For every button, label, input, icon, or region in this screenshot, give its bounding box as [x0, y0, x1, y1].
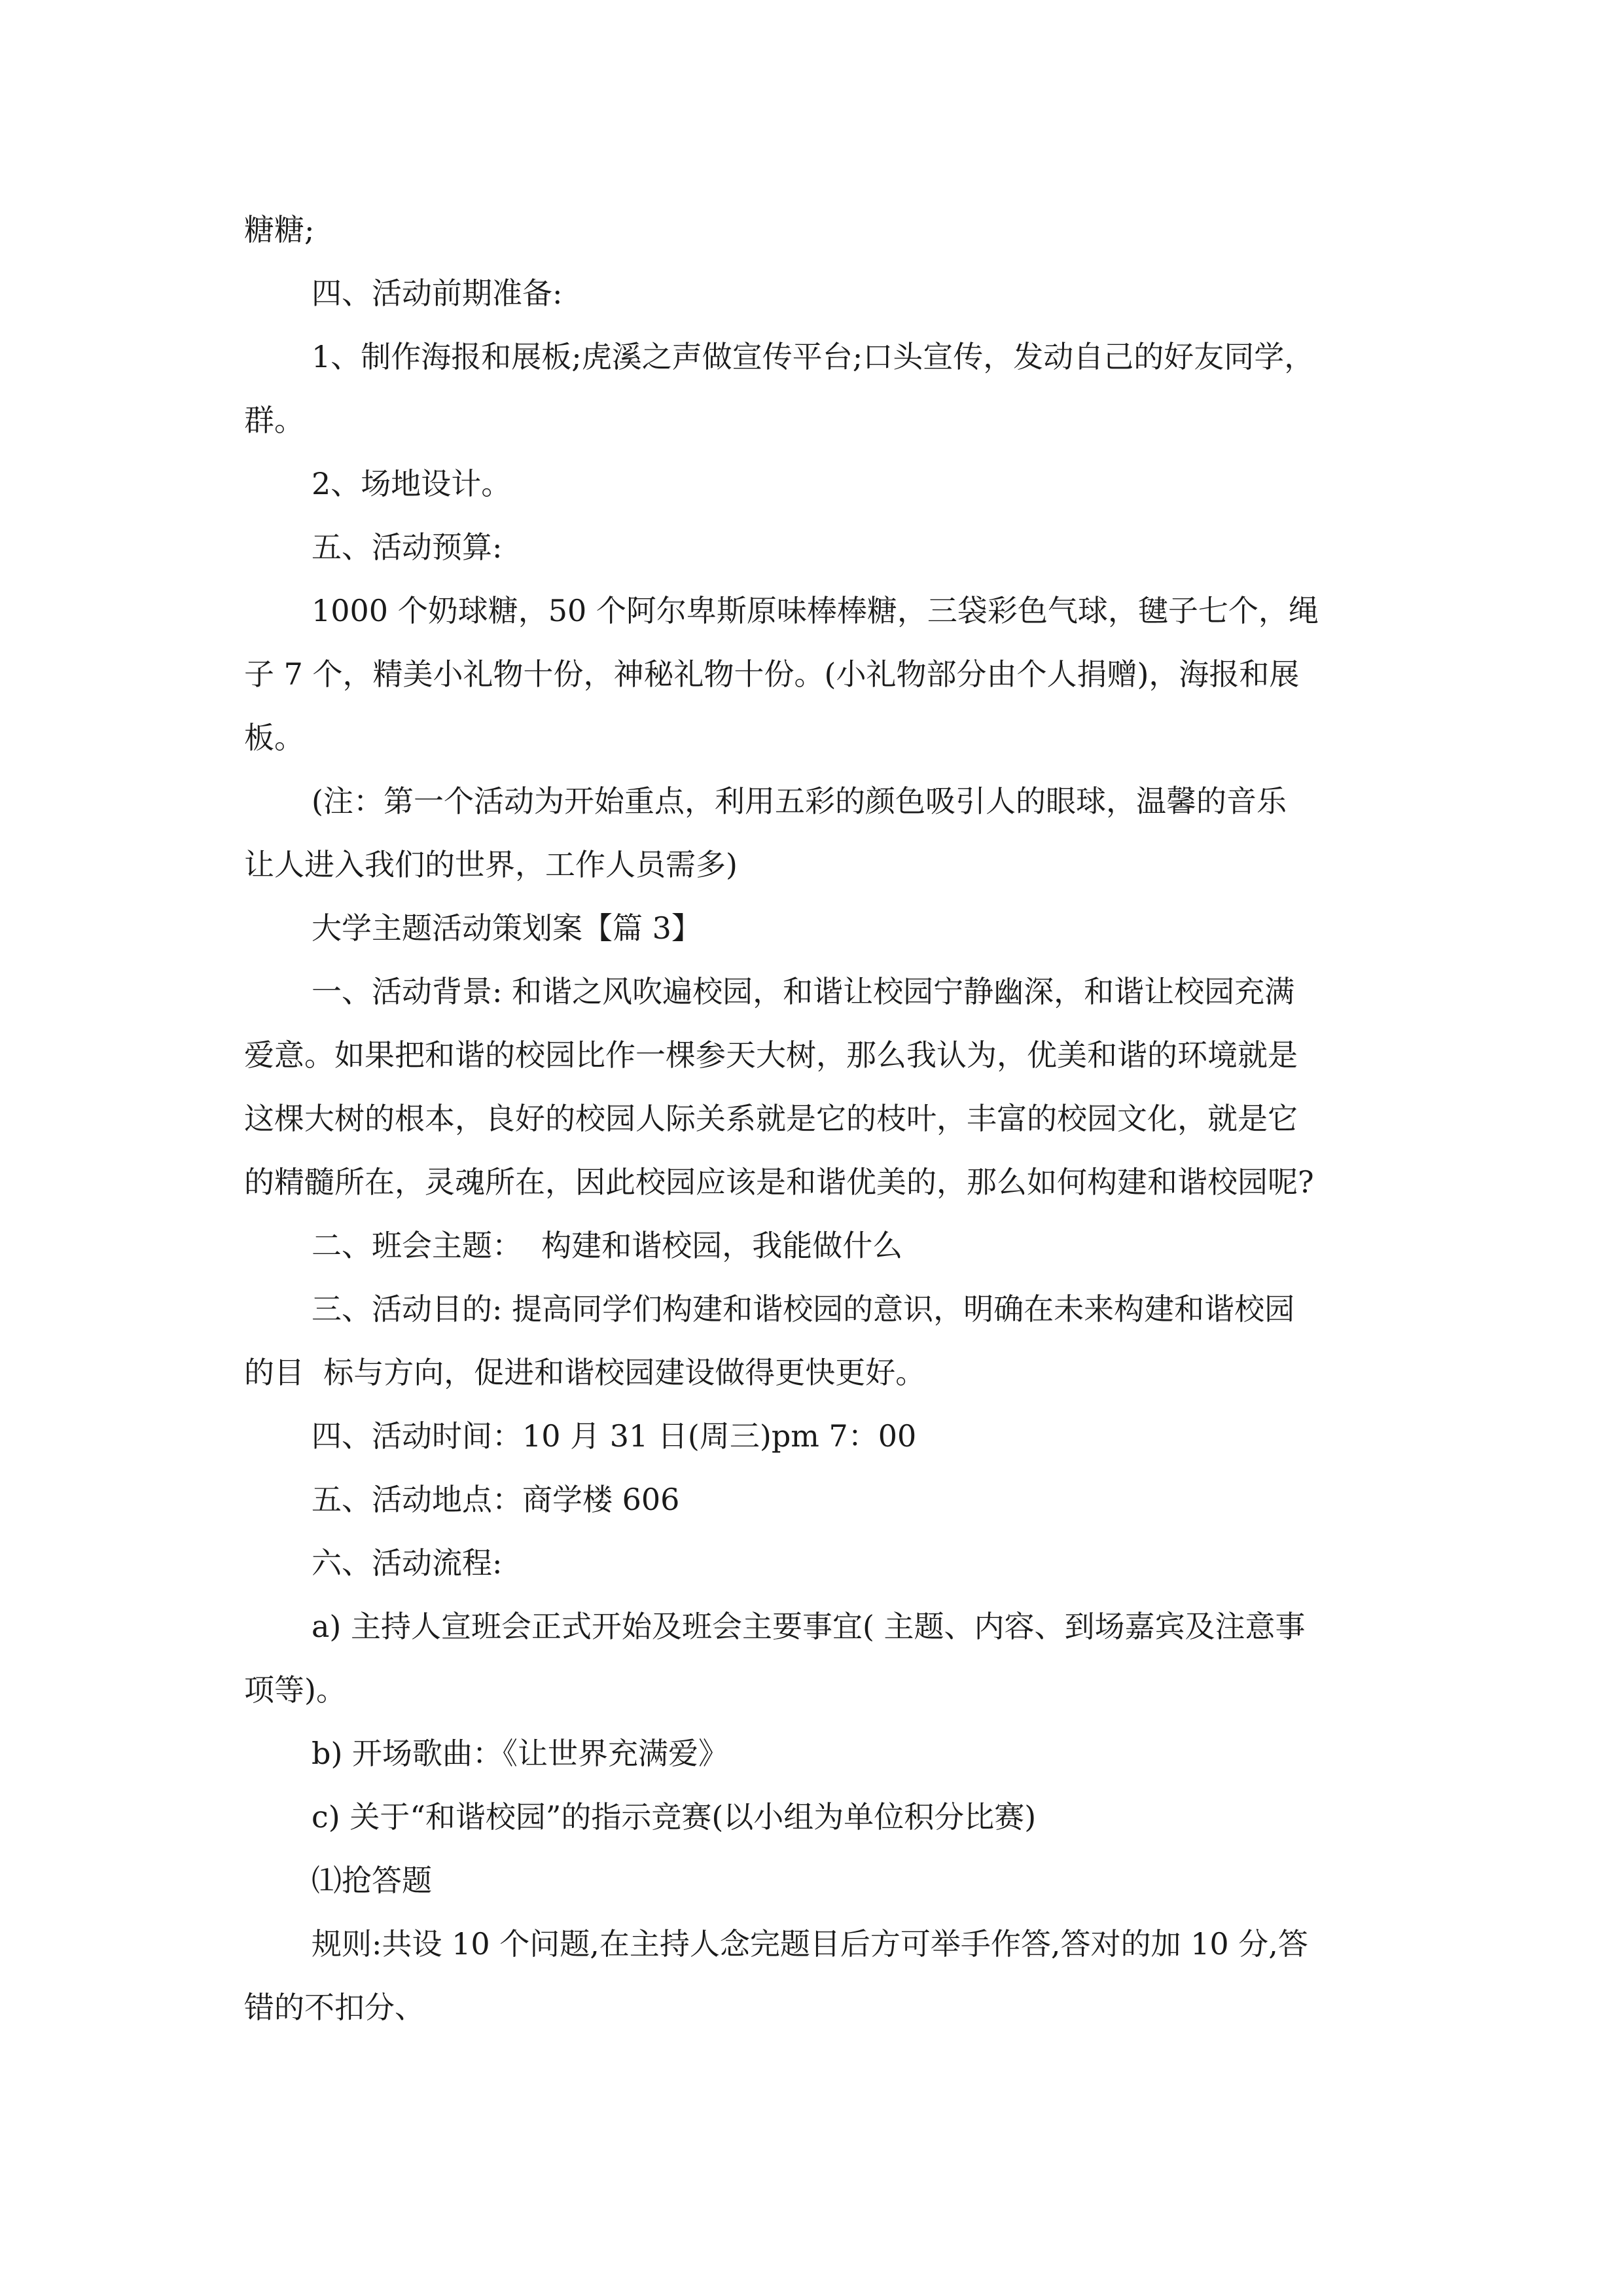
text-line: 三、活动目的: 提高同学们构建和谐校园的意识，明确在未来构建和谐校园 [312, 1291, 1295, 1327]
list-item: ⑴抢答题 [312, 1863, 432, 1898]
text-line: 一、活动背景: 和谐之风吹遍校园，和谐让校园宁静幽深，和谐让校园充满 [312, 974, 1295, 1009]
text-line: 爱意。如果把和谐的校园比作一棵参天大树，那么我认为，优美和谐的环境就是 [244, 1037, 1298, 1073]
text-line: 规则:共设 10 个问题,在主持人念完题目后方可举手作答,答对的加 10 分,答 [312, 1926, 1308, 1962]
text-line: 群。 [244, 403, 304, 438]
section-heading: 五、活动预算: [312, 529, 503, 565]
text-line: 这棵大树的根本，良好的校园人际关系就是它的枝叶，丰富的校园文化，就是它 [244, 1101, 1298, 1136]
text-line: 1、制作海报和展板;虎溪之声做宣传平台;口头宣传，发动自己的好友同学， [312, 339, 1315, 374]
text-line: 子 7 个，精美小礼物十份，神秘礼物十份。(小礼物部分由个人捐赠)，海报和展 [244, 656, 1300, 692]
list-item: c) 关于“和谐校园”的指示竞赛(以小组为单位积分比赛) [312, 1799, 1037, 1835]
text-line: 的目 标与方向，促进和谐校园建设做得更快更好。 [244, 1355, 926, 1390]
list-item: b) 开场歌曲：《让世界充满爱》 [312, 1736, 729, 1771]
list-item: a) 主持人宣班会正式开始及班会主要事宜( 主题、内容、到场嘉宾及注意事 [312, 1609, 1306, 1644]
section-heading: 五、活动地点：商学楼 606 [312, 1482, 680, 1517]
text-line: 项等)。 [244, 1672, 346, 1708]
text-line: 让人进入我们的世界，工作人员需多) [244, 847, 738, 882]
text-line: 2、场地设计。 [312, 466, 512, 501]
text-line: (注：第一个活动为开始重点，利用五彩的颜色吸引人的眼球，温馨的音乐 [312, 783, 1287, 819]
text-line: 板。 [244, 720, 304, 755]
article-title: 大学主题活动策划案【篇 3】 [312, 910, 702, 946]
section-heading: 六、活动流程: [312, 1545, 503, 1581]
text-line: 1000 个奶球糖，50 个阿尔卑斯原味棒棒糖，三袋彩色气球，毽子七个，绳 [312, 593, 1319, 628]
text-line: 的精髓所在，灵魂所在，因此校园应该是和谐优美的，那么如何构建和谐校园呢? [244, 1164, 1314, 1200]
section-heading: 二、班会主题： 构建和谐校园，我能做什么 [312, 1228, 903, 1263]
section-heading: 四、活动时间：10 月 31 日(周三)pm 7：00 [312, 1418, 917, 1454]
section-heading: 四、活动前期准备: [312, 276, 563, 311]
text-line: 糖糖; [244, 212, 315, 247]
text-line: 错的不扣分、 [244, 1990, 425, 2025]
